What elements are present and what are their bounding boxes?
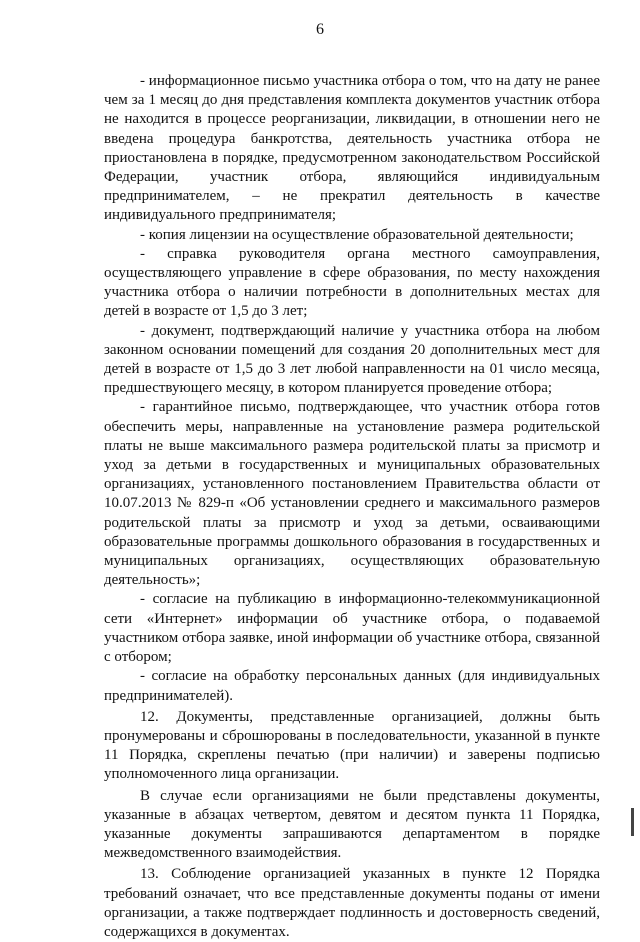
page-number: 6: [316, 21, 324, 38]
paragraph-item-12: 12. Документы, представленные организацией, должны быть пронумерованы и сброшюрованы в последовательности, указанной в пункте 11 Порядка, скреплены печатью (при наличии) и заверены подписью уполномоченного лица организации.: [104, 708, 600, 783]
paragraph-personal-data-consent: - согласие на обработку персональных данных (для индивидуальных предпринимателей).: [104, 668, 600, 704]
document-body: [104, 72, 600, 942]
paragraph-info-letter: - информационное письмо участника отбора о том, что на дату не ранее чем за 1 месяц до дня представления комплекта документов участник отбора не находится в процессе реорганизации, ликвидации, в отношении него не введена процедура банкротства, деятельность участника отбора не приостановлена в порядке, предусмотренном законодательством Российской Федерации, участник отбора, являющийся индивидуальным предпринимателем, – не прекратил деятельность в качестве индивидуального предпринимателя;: [104, 73, 600, 224]
paragraph-guarantee-letter: - гарантийное письмо, подтверждающее, что участник отбора готов обеспечить меры, направленные на установление размера родительской платы не выше максимального размера родительской платы за присмотр и уход за детьми в государственных и муниципальных образовательных организациях, установленного постановлением Правительства области от 10.07.2013 № 829-п «Об установлении среднего и максимального размеров родительской платы за присмотр и уход за детьми, осваивающими образовательные программы дошкольного образования в государственных и муниципальных организациях, осуществляющих образовательную деятельность»;: [104, 399, 600, 589]
paragraph-publication-consent: - согласие на публикацию в информационно-телекоммуникационной сети «Интернет» информации об участнике отбора, о подаваемой участником отбора заявке, иной информации об участнике отбора, связанной с отбором;: [104, 591, 600, 666]
scan-edge-mark: [631, 808, 634, 836]
paragraph-missing-documents: В случае если организациями не были представлены документы, указанные в абзацах четвертом, девятом и десятом пункта 11 Порядка, указанные документы запрашиваются департаментом в порядке межведомственного взаимодействия.: [104, 787, 600, 862]
paragraph-premises-document: - документ, подтверждающий наличие у участника отбора на любом законном основании помещений для создания 20 дополнительных мест для детей в возрасте от 1,5 до 3 лет любой направленности на 01 число месяца, предшествующего месяцу, в котором планируется проведение отбора;: [104, 322, 600, 397]
paragraph-item-13: 13. Соблюдение организацией указанных в пункте 12 Порядка требований означает, что все представленные документы поданы от имени организации, а также подтверждает подлинность и достоверность сведений, содержащихся в документах.: [104, 866, 600, 940]
paragraph-reference-certificate: - справка руководителя органа местного самоуправления, осуществляющего управление в сфере образования, по месту нахождения участника отбора о наличии потребности в дополнительных местах для детей в возрасте от 1,5 до 3 лет;: [104, 245, 600, 320]
paragraph-license-copy: - копия лицензии на осуществление образовательной деятельности;: [140, 226, 574, 243]
